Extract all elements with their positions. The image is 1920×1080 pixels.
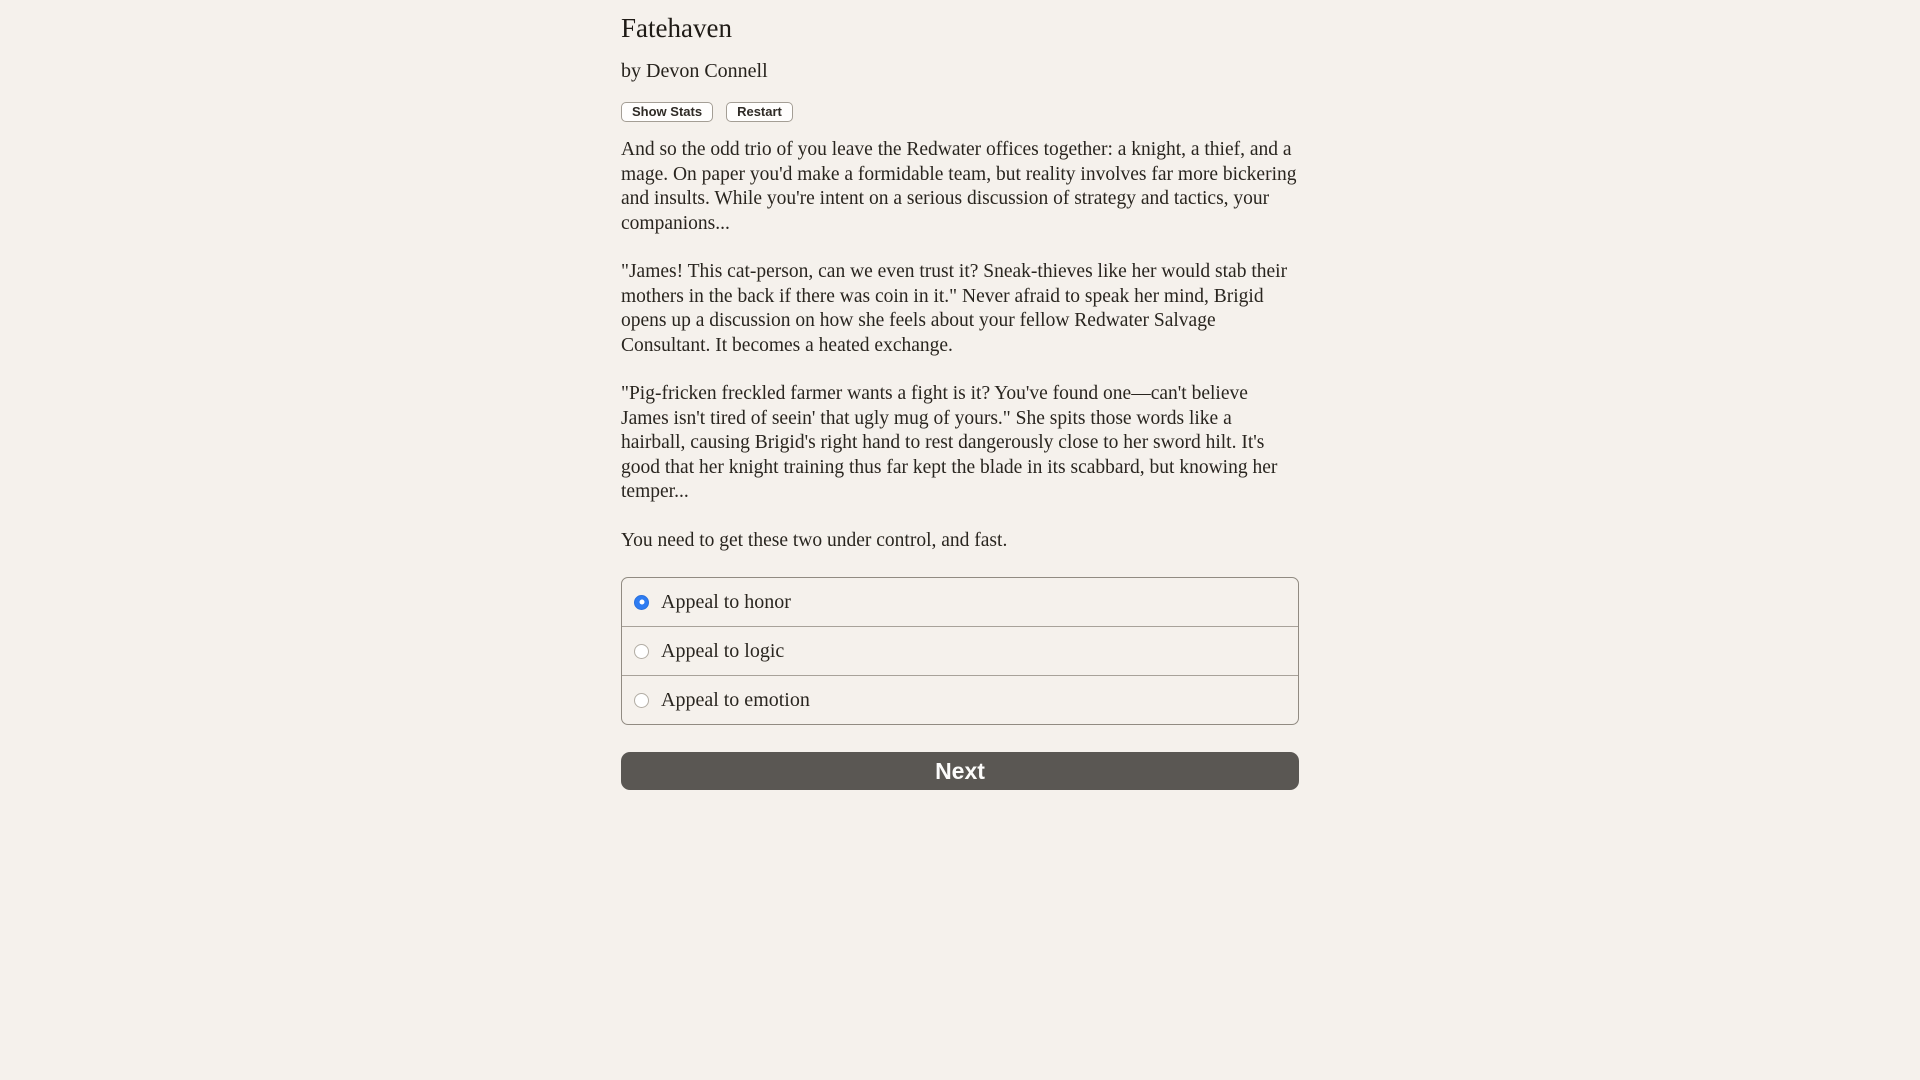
- choice-option-emotion[interactable]: [622, 676, 1298, 724]
- story-paragraph: "Pig-fricken freckled farmer wants a fight is it? You've found one—can't believe James isn't tired of seein' that ugly mug of yours." She spits those words like a hairball, causing Brigid's right hand to rest dangerously close to her sword hilt. It's good that her knight training thus far kept the blade in its scabbard, but knowing her temper...: [621, 383, 1278, 503]
- radio-button-icon[interactable]: [634, 644, 649, 659]
- story-paragraph: You need to get these two under control, and fast.: [621, 529, 1008, 551]
- game-title: Fatehaven: [621, 13, 732, 43]
- radio-button-icon[interactable]: [634, 693, 649, 708]
- restart-button[interactable]: Restart: [726, 102, 793, 122]
- choice-option-logic[interactable]: [622, 627, 1298, 676]
- story-text: [621, 138, 1299, 553]
- show-stats-button[interactable]: Show Stats: [621, 102, 713, 122]
- choice-option-label: Appeal to logic: [661, 639, 785, 662]
- next-button[interactable]: Next: [621, 752, 1299, 790]
- choice-option-honor[interactable]: [622, 578, 1298, 627]
- choice-option-label: Appeal to emotion: [661, 688, 810, 711]
- radio-button-icon[interactable]: [634, 595, 649, 610]
- story-paragraph: And so the odd trio of you leave the Redwater offices together: a knight, a thief, and a mage. On paper you'd make a formidable team, but reality involves far more bickering and insults. While you're intent on a serious discussion of strategy and tactics, your companions...: [621, 139, 1297, 234]
- byline: by Devon Connell: [621, 60, 768, 83]
- toolbar: [621, 102, 1299, 122]
- game-page: [621, 0, 1299, 790]
- story-paragraph: "James! This cat-person, can we even trust it? Sneak-thieves like her would stab their mothers in the back if there was coin in it." Never afraid to speak her mind, Brigid opens up a discussion on how she feels about your fellow Redwater Salvage Consultant. It becomes a heated exchange.: [621, 261, 1288, 356]
- choice-option-label: Appeal to honor: [661, 590, 791, 613]
- choice-group: [621, 577, 1299, 725]
